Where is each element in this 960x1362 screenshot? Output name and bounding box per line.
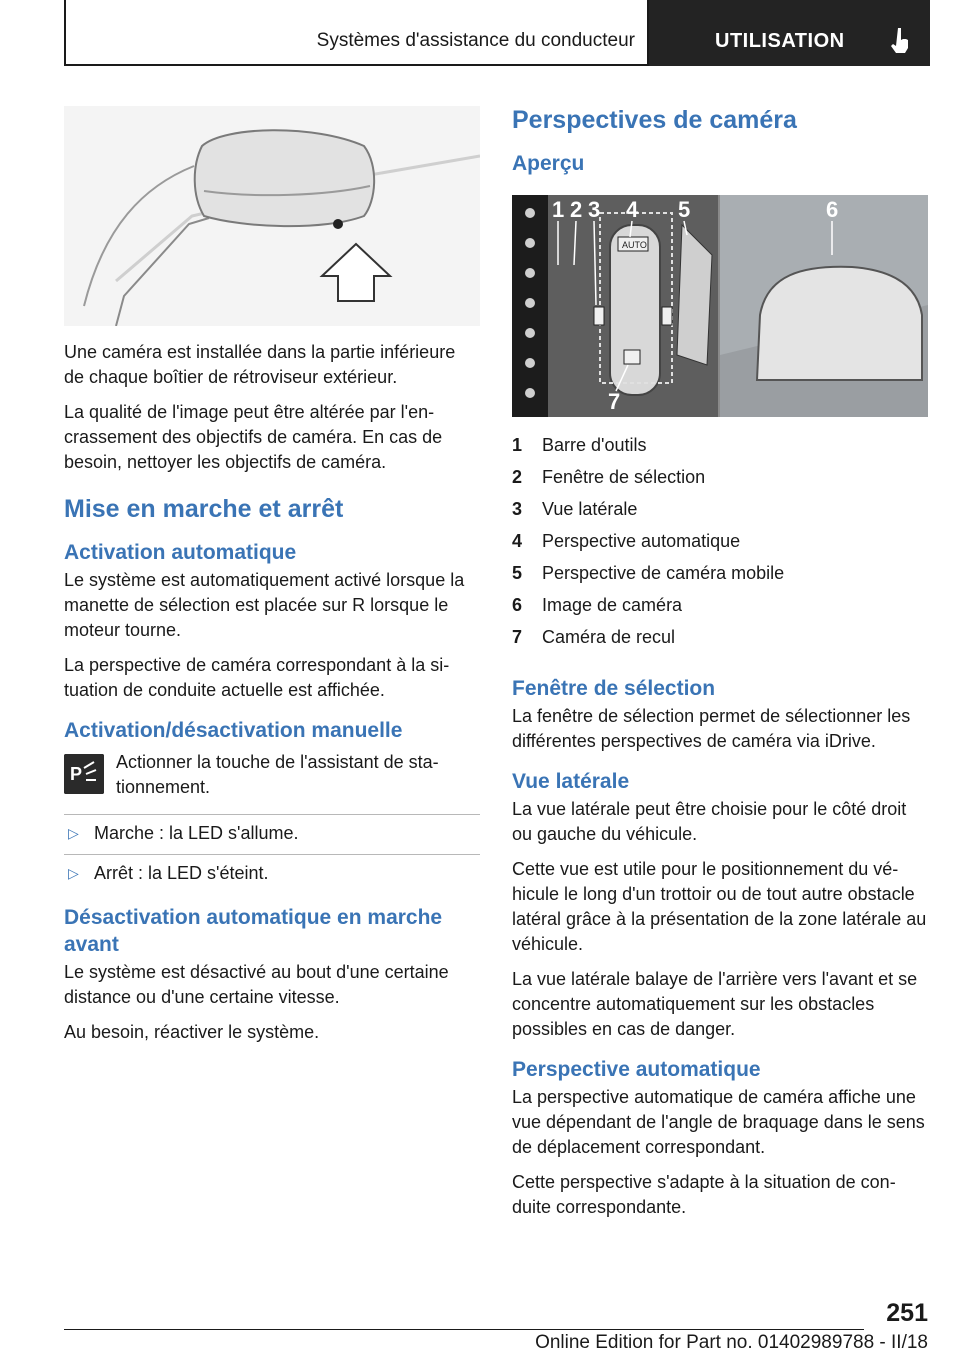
- paragraph-activation-auto-2: La perspective de caméra correspondant à la situation de conduite actuelle est affichée.: [64, 655, 450, 700]
- section-title-box: [64, 0, 649, 66]
- chapter-title: UTILISATION: [715, 30, 845, 52]
- paragraph-vue-laterale-2: Cette vue est utile pour le positionnement du véhicule le long d'un trottoir ou de tout autre obstacle latéral grâce à la présentation de la zone latérale au véhicule.: [512, 859, 927, 954]
- chapter-tab: [649, 0, 930, 66]
- figure-label-2: 2: [570, 197, 583, 222]
- figure-label-5: 5: [678, 197, 691, 222]
- legend-label: Perspective automatique: [542, 531, 741, 551]
- legend-number: 7: [512, 627, 523, 647]
- paragraph-activation-auto-1: Le système est automatiquement activé lorsque la manette de sélection est placée sur R lorsque le moteur tourne.: [64, 570, 465, 640]
- cleaning-note: La qualité de l'image peut être altérée par l'encrassement des objectifs de caméra. En cas de besoin, nettoyer les objectifs de caméra.: [64, 402, 443, 472]
- heading-fenetre-selection: Fenêtre de sélection: [512, 677, 716, 700]
- legend-label: Caméra de recul: [542, 627, 676, 647]
- legend-label: Image de caméra: [542, 595, 683, 615]
- heading-activation-manuelle: Activation/désactivation manuelle: [64, 719, 403, 742]
- figure-label-6: 6: [826, 197, 839, 222]
- car-icon: [525, 388, 535, 398]
- bullet-text-on: Marche : la LED s'allume.: [94, 823, 299, 843]
- triangle-bullet-icon: ▷: [68, 865, 79, 881]
- camera-perspectives-figure: [512, 195, 928, 417]
- paragraph-activation-manuelle: Actionner la touche de l'assistant de stationnement.: [116, 752, 439, 797]
- legend-number: 3: [512, 499, 523, 519]
- legend-number: 1: [512, 435, 523, 455]
- car-rear-view: [757, 267, 922, 380]
- triangle-bullet-icon: ▷: [68, 825, 79, 841]
- parking-button-row: [64, 750, 480, 806]
- heading-desactivation: Désactivation automatique en marche avant: [64, 906, 443, 956]
- legend-label: Perspective de caméra mobile: [542, 563, 785, 583]
- list-item: [512, 525, 928, 557]
- heading-mise-en-marche: Mise en marche et arrêt: [64, 495, 344, 523]
- right-column: [512, 100, 928, 1230]
- page-header: [64, 0, 930, 66]
- bullet-text-off: Arrêt : la LED s'éteint.: [94, 863, 269, 883]
- heading-perspective-auto: Perspective automatique: [512, 1058, 761, 1081]
- left-column: [64, 106, 480, 1055]
- paragraph-perspective-auto-2: Cette perspective s'adapte à la situation de conduite correspondante.: [512, 1172, 896, 1217]
- paragraph-desactivation-2: Au besoin, réactiver le système.: [64, 1022, 320, 1042]
- heading-perspectives: Perspectives de caméra: [512, 106, 797, 134]
- paragraph-vue-laterale-3: La vue latérale balaye de l'arrière vers l'avant et se concentre automatiquement sur les obstacles possibles en cas de danger.: [512, 969, 918, 1039]
- figure-label-1: 1: [552, 197, 565, 222]
- legend-label: Fenêtre de sélection: [542, 467, 706, 487]
- list-item: [512, 557, 928, 589]
- footer-divider: [64, 1329, 864, 1330]
- home-icon: [525, 208, 535, 218]
- mirror-camera-figure: [64, 106, 480, 326]
- parking-icon: [525, 328, 535, 338]
- heading-vue-laterale: Vue latérale: [512, 770, 630, 793]
- paragraph-vue-laterale-1: La vue latérale peut être choisie pour le côté droit ou gauche du véhicule.: [512, 799, 907, 844]
- edition-note: Online Edition for Part no. 01402989788 - II/18: [535, 1332, 928, 1353]
- legend-label: Vue latérale: [542, 499, 638, 519]
- mirror-caption: Une caméra est installée dans la partie inférieure de chaque boîtier de rétroviseur extérieur.: [64, 342, 456, 387]
- parking-assistant-button-icon: [64, 754, 104, 794]
- heading-apercu: Aperçu: [512, 152, 585, 175]
- page-number: 251: [886, 1299, 928, 1327]
- paragraph-fenetre-selection: La fenêtre de sélection permet de sélectionner les différentes perspectives de caméra via iDrive.: [512, 706, 911, 751]
- parking-sensor-icon: [525, 358, 535, 368]
- paragraph-perspective-auto-1: La perspective automatique de caméra affiche une vue dépendant de l'angle de braquage dans le sens de déplacement correspondant.: [512, 1087, 925, 1157]
- list-item: [512, 621, 928, 653]
- paragraph-desactivation-1: Le système est désactivé au bout d'une certaine distance ou d'une certaine vitesse.: [64, 962, 449, 1007]
- list-item: [512, 589, 928, 621]
- legend-number: 6: [512, 595, 523, 615]
- brightness-icon: [525, 268, 535, 278]
- legend-label: Barre d'outils: [542, 435, 647, 455]
- figure-label-3: 3: [588, 197, 601, 222]
- section-title: Systèmes d'assistance du conducteur: [316, 30, 635, 51]
- list-item: [512, 461, 928, 493]
- divider: [64, 814, 480, 815]
- heading-activation-auto: Activation automatique: [64, 541, 297, 564]
- legend-number: 5: [512, 563, 523, 583]
- contrast-icon: [525, 298, 535, 308]
- legend-list: [512, 429, 928, 653]
- auto-label: AUTO: [622, 240, 647, 250]
- legend-number: 4: [512, 531, 523, 551]
- list-item: [64, 861, 480, 886]
- list-item: [512, 429, 928, 461]
- steering-icon: [525, 238, 535, 248]
- divider: [64, 854, 480, 855]
- legend-number: 2: [512, 467, 523, 487]
- pointing-hand-icon: [888, 26, 916, 54]
- figure-label-4: 4: [626, 197, 639, 222]
- list-item: [64, 821, 480, 846]
- figure-label-7: 7: [608, 389, 621, 414]
- list-item: [512, 493, 928, 525]
- svg-text:P: P: [70, 764, 83, 784]
